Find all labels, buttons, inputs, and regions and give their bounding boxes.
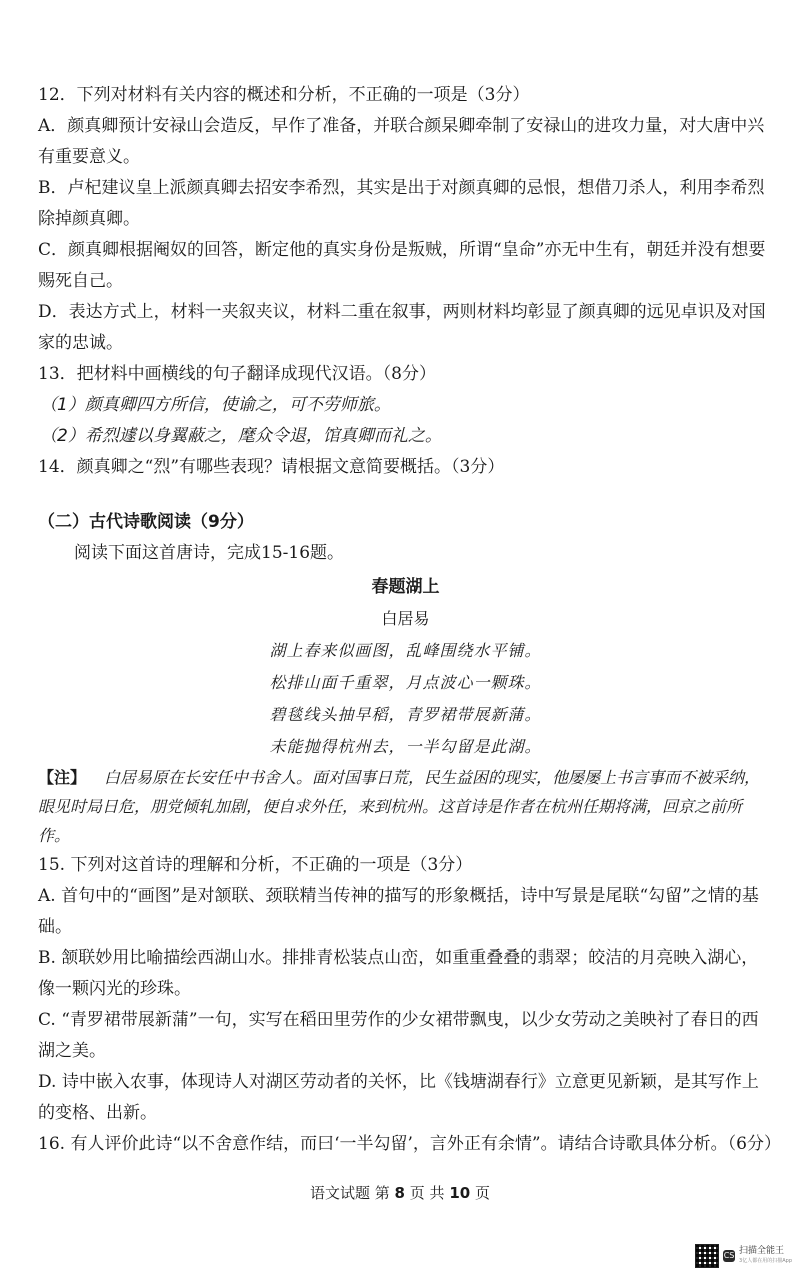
question-12-stem: 12．下列对材料有关内容的概述和分析，不正确的一项是（3分） xyxy=(38,85,530,105)
question-15-option-b: B. 颔联妙用比喻描绘西湖山水。排排青松装点山峦，如重重叠叠的翡翠；皎洁的月亮映入湖心，像一颗闪光的珍珠。 xyxy=(38,948,759,999)
question-15-option-a: A. 首句中的“画图”是对颔联、颈联精当传神的描写的形象概括，诗中写景是尾联“勾留”之情的基础。 xyxy=(38,886,759,937)
question-13-sentence-2: （2）希烈遽以身翼蔽之，麾众令退，馆真卿而礼之。 xyxy=(40,426,442,446)
footer-mid: 页 共 xyxy=(409,1184,445,1202)
scanner-watermark xyxy=(695,1244,792,1268)
question-13-sentence-1: （1）颜真卿四方所信，使谕之，可不劳师旅。 xyxy=(40,395,391,415)
watermark-sub: 3亿人都在用的扫描App xyxy=(739,1258,792,1264)
footer-suffix: 页 xyxy=(474,1184,490,1202)
question-12-option-d: D．表达方式上，材料一夹叙夹议，材料二重在叙事，两则材料均彰显了颜真卿的远见卓识及对国家的忠诚。 xyxy=(38,302,766,353)
poem-line: 松排山面千重翠，月点波心一颗珠。 xyxy=(269,673,542,692)
poem-author: 白居易 xyxy=(381,609,430,628)
footer-page-number: 8 xyxy=(394,1184,405,1202)
footer-total-pages: 10 xyxy=(449,1184,471,1202)
poem-line: 碧毯线头抽早稻，青罗裙带展新蒲。 xyxy=(269,705,542,724)
watermark-text xyxy=(739,1246,792,1266)
poem-line: 未能抛得杭州去，一半勾留是此湖。 xyxy=(269,737,542,756)
question-14-stem: 14．颜真卿之“烈”有哪些表现？请根据文意简要概括。（3分） xyxy=(38,457,505,477)
qr-code-icon xyxy=(695,1244,719,1268)
question-15-option-c: C. “青罗裙带展新蒲”一句，实写在稻田里劳作的少女裙带飘曳，以少女劳动之美映衬了春日的西湖之美。 xyxy=(38,1010,759,1061)
question-12-option-b: B．卢杞建议皇上派颜真卿去招安李希烈，其实是出于对颜真卿的忌恨，想借刀杀人，利用李希烈除掉颜真卿。 xyxy=(38,178,765,229)
question-15-option-d: D. 诗中嵌入农事，体现诗人对湖区劳动者的关怀，比《钱塘湖春行》立意更见新颖，是其写作上的变格、出新。 xyxy=(38,1072,759,1123)
question-12-option-a: A．颜真卿预计安禄山会造反，早作了准备，并联合颜杲卿牵制了安禄山的进攻力量，对大唐中兴有重要意义。 xyxy=(38,116,765,167)
section-heading: （二）古代诗歌阅读（9分） xyxy=(38,512,254,532)
watermark-name: 扫描全能王 xyxy=(739,1246,785,1256)
question-13-stem: 13．把材料中画横线的句子翻译成现代汉语。（8分） xyxy=(38,364,436,384)
question-15-stem: 15. 下列对这首诗的理解和分析，不正确的一项是（3分） xyxy=(38,855,473,875)
footer-prefix: 语文试题 第 xyxy=(309,1184,390,1202)
question-16-stem: 16. 有人评价此诗“以不舍意作结，而曰‘一半勾留’，言外正有余情”。请结合诗歌具体分析。（6分） xyxy=(38,1134,781,1154)
poem-line: 湖上春来似画图，乱峰围绕水平铺。 xyxy=(269,641,542,660)
question-12-option-c: C．颜真卿根据阉奴的回答，断定他的真实身份是叛贼，所谓“皇命”亦无中生有，朝廷并没有想要赐死自己。 xyxy=(38,240,766,291)
exam-page xyxy=(38,80,781,1160)
note-label: 【注】 xyxy=(38,768,87,787)
note-text: 白居易原在长安任中书舍人。面对国事日荒，民生益困的现实，他屡屡上书言事而不被采纳，眼见时局日危，朋党倾轧加剧，便自求外任，来到杭州。这首诗是作者在杭州任期将满，回京之前所作。 xyxy=(38,768,761,845)
page-footer xyxy=(0,1182,800,1203)
scanner-logo-icon: CS xyxy=(723,1251,735,1260)
poem-note xyxy=(38,763,773,850)
poem-title: 春题湖上 xyxy=(371,577,440,597)
section-instruction: 阅读下面这首唐诗，完成15-16题。 xyxy=(74,543,345,563)
